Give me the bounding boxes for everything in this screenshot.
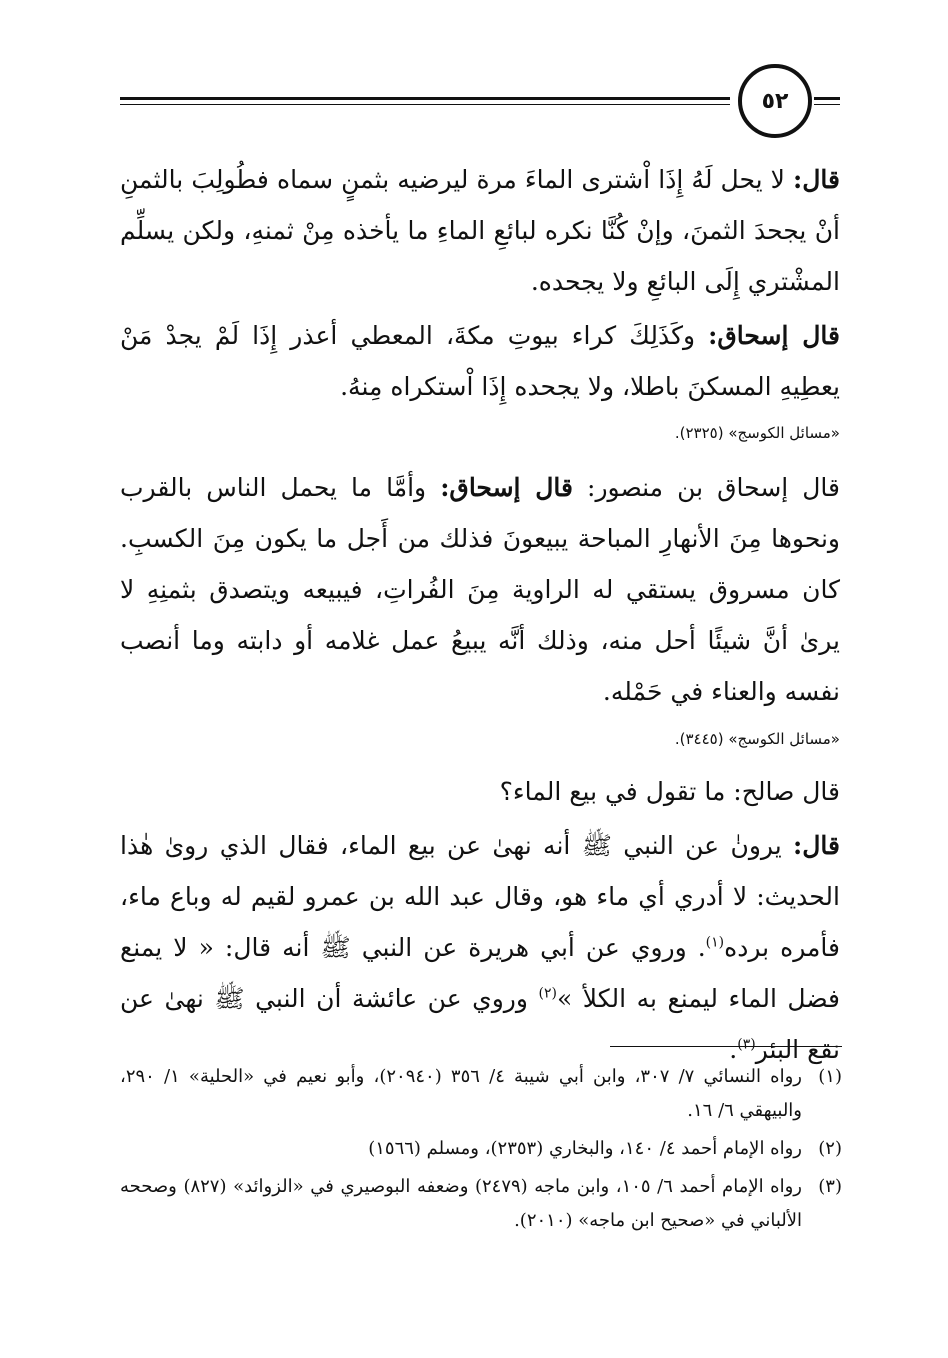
- footnote-number: (١): [818, 1066, 842, 1087]
- source-citation-2: «مسائل الكوسج» (٣٤٤٥).: [674, 730, 840, 748]
- header-rule-right-thick: [814, 97, 840, 100]
- speaker-label: قال:: [793, 165, 840, 194]
- page-header: [120, 62, 840, 142]
- speaker-label: قال إسحاق:: [708, 321, 840, 350]
- paragraph-text: يرونٰ عن النبي ﷺ أنه نهىٰ عن بيع الماء، فقال الذي روىٰ هٰذا الحديث: لا أدري أي ماء هو، وقال عبد الله بن عمرو لقيم له وباع ماء، فأمره برده: [120, 831, 840, 962]
- speaker-label: قال إسحاق:: [440, 473, 573, 502]
- paragraph-text: قال صالح: ما تقول في بيع الماء؟: [499, 777, 840, 806]
- paragraph-intro: قال إسحاق بن منصور:: [573, 473, 840, 502]
- paragraph-text: وروي عن عائشة أن النبي ﷺ نهىٰ عن نقع البئر: [120, 984, 840, 1064]
- footnote-item: [120, 1060, 842, 1128]
- header-rule-right-thin: [814, 104, 840, 105]
- footnote-text: رواه الإمام أحمد ٦/ ١٠٥، وابن ماجه (٢٤٧٩) وضعفه البوصيري في «الزوائد» (٨٢٧) وصححه الألباني في «صحيح ابن ماجه» (٢٠١٠).: [120, 1176, 802, 1231]
- paragraph-5: [120, 820, 840, 1075]
- paragraph-3: [120, 462, 840, 717]
- paragraph-text: لا يحل لَهُ إِذَا اْشترى الماءَ مرة ليرضيه بثمنٍ سماه فطُولِبَ بالثمنِ أنْ يجحدَ الثمنَ، وإنْ كُنَّا نكره لبائعِ الماءِ ما يأخذه مِنْ ثمنهِ، ولكن يسلِّم المشْتري إِلَى البائعِ ولا يجحده.: [120, 165, 840, 296]
- footnote-ref[interactable]: (٣): [737, 1036, 756, 1053]
- paragraph-text: وكَذَلِكَ كراء بيوتِ مكةَ، المعطي أعذر إِذَا لَمْ يجدْ مَنْ يعطِيهِ المسكنَ باطلا، ولا يجحده إِذَا اْستكراه مِنهُ.: [120, 321, 840, 401]
- footnote-separator: [610, 1046, 842, 1047]
- source-citation-1: «مسائل الكوسج» (٢٣٢٥).: [674, 424, 840, 442]
- paragraph-1: [120, 154, 840, 307]
- header-rule-thick: [120, 97, 730, 100]
- paragraph-text: وأمَّا ما يحمل الناس بالقرب ونحوها مِنَ الأنهارِ المباحة يبيعونَ فذلك من أَجل ما يكون مِنَ الكسبِ. كان مسروق يستقي له الراوية مِنَ الفُراتِ، فيبيعه ويتصدق بثمنِهِ لا يرىٰ أنَّ شيئًا أحل منه، وذلك أنَّه يبيعُ عمل غلامه أو دابته وما أنصب نفسه والعناء في حَمْله.: [120, 473, 840, 706]
- footnote-item: [120, 1170, 842, 1238]
- paragraph-text: .: [729, 1035, 738, 1064]
- footnote-text: رواه الإمام أحمد ٤/ ١٤٠، والبخاري (٢٣٥٣)، ومسلم (١٥٦٦): [368, 1138, 802, 1159]
- footnote-ref[interactable]: (٢): [538, 985, 557, 1002]
- paragraph-2: [120, 310, 840, 412]
- speaker-label: قال:: [793, 831, 840, 860]
- footnote-ref[interactable]: (١): [705, 934, 725, 951]
- footnote-text: رواه النسائي ٧/ ٣٠٧، وابن أبي شيبة ٤/ ٣٥٦ (٢٠٩٤٠)، وأبو نعيم في «الحلية» ١/ ٢٩٠، والبيهقي ٦/ ١٦.: [120, 1066, 802, 1121]
- page-number: ٥٢: [738, 64, 812, 138]
- paragraph-text: . وروي عن أبي هريرة عن النبي ﷺ أنه قال: « لا يمنع فضل الماء ليمنع به الكلأ »: [120, 933, 840, 1013]
- footnote-item: [120, 1132, 842, 1166]
- paragraph-4: [120, 766, 840, 817]
- footnotes: [120, 1060, 842, 1242]
- footnote-number: (٣): [818, 1176, 842, 1197]
- header-rule-thin: [120, 104, 730, 105]
- footnote-number: (٢): [818, 1138, 842, 1159]
